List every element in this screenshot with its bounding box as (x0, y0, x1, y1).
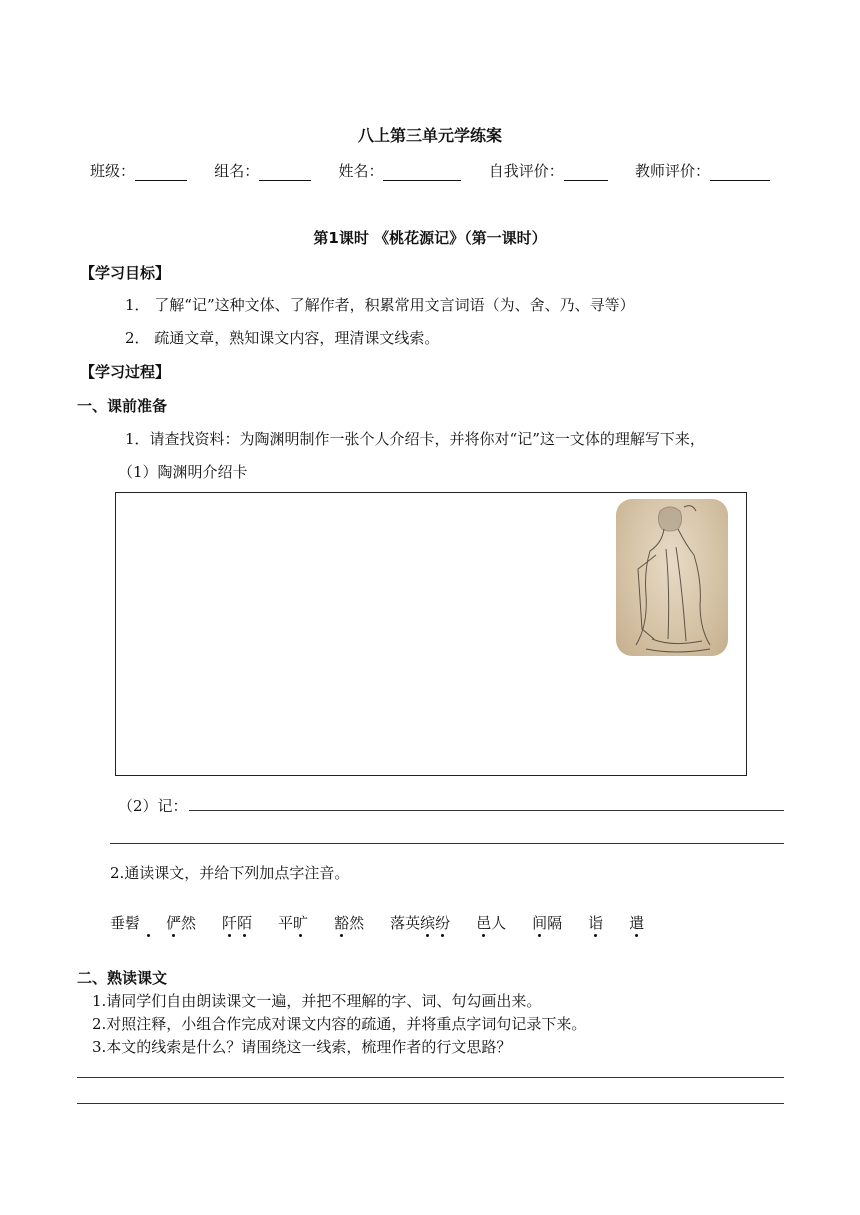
process-heading: 【学习过程】 (80, 363, 171, 381)
group-label: 组名： (214, 162, 260, 180)
teacher-eval-label: 教师评价： (634, 162, 710, 180)
section2-item: 2.对照注释，小组合作完成对课文内容的疏通，并将重点字词句记录下来。 (92, 1015, 587, 1033)
dotted-word: 平旷 (278, 912, 308, 933)
section2-heading: 二、熟读课文 (77, 969, 168, 987)
goal-item: 1． 了解“记”这种文体、了解作者，积累常用文言词语（为、舍、乃、寻等） (125, 296, 635, 314)
dotted-word: 垂髫 (110, 912, 140, 933)
dotted-word: 俨然 (166, 912, 196, 933)
group-field (214, 160, 311, 181)
section1-heading: 一、课前准备 (77, 397, 168, 415)
class-label: 班级： (90, 162, 136, 180)
question-1-sub-2: （2）记： (118, 797, 188, 815)
name-blank[interactable] (383, 166, 461, 181)
answer-line[interactable] (77, 1103, 784, 1104)
self-eval-field (489, 160, 608, 181)
answer-line[interactable] (189, 810, 784, 811)
question-1: 1．请查找资料：为陶渊明制作一张个人介绍卡，并将你对“记”这一文体的理解写下来， (125, 430, 705, 448)
self-eval-label: 自我评价： (488, 162, 564, 180)
dotted-word: 落英缤纷 (390, 912, 450, 933)
question-2: 2.通读课文，并给下列加点字注音。 (110, 864, 350, 882)
section2-item: 1.请同学们自由朗读课文一遍，并把不理解的字、词、句勾画出来。 (92, 992, 542, 1010)
name-label: 姓名： (338, 162, 384, 180)
answer-line[interactable] (110, 843, 784, 844)
lesson-title: 第1课时 《桃花源记》（第一课时） (313, 229, 547, 247)
dotted-word: 邑人 (476, 912, 506, 933)
worksheet-title: 八上第三单元学练案 (357, 126, 502, 145)
dotted-word: 间隔 (532, 912, 562, 933)
dotted-word: 豁然 (334, 912, 364, 933)
goals-heading: 【学习目标】 (80, 264, 171, 282)
tao-yuanming-portrait (616, 499, 728, 656)
class-field (90, 160, 187, 181)
dotted-word: 诣 (588, 912, 603, 933)
name-field (338, 160, 461, 181)
pinyin-word-list (110, 912, 670, 933)
dotted-word: 阡陌 (222, 912, 252, 933)
group-blank[interactable] (259, 166, 311, 181)
teacher-eval-blank[interactable] (710, 166, 770, 181)
self-eval-blank[interactable] (564, 166, 608, 181)
dotted-word: 遣 (629, 912, 644, 933)
goal-item: 2． 疏通文章，熟知课文内容，理清课文线索。 (125, 329, 440, 347)
question-1-sub-1: （1）陶渊明介绍卡 (118, 463, 248, 481)
teacher-eval-field (635, 160, 770, 181)
student-info-row (90, 160, 770, 181)
section2-item: 3.本文的线索是什么？请围绕这一线索，梳理作者的行文思路？ (92, 1038, 512, 1056)
answer-line[interactable] (77, 1077, 784, 1078)
portrait-figure-icon (616, 499, 728, 656)
class-blank[interactable] (135, 166, 187, 181)
